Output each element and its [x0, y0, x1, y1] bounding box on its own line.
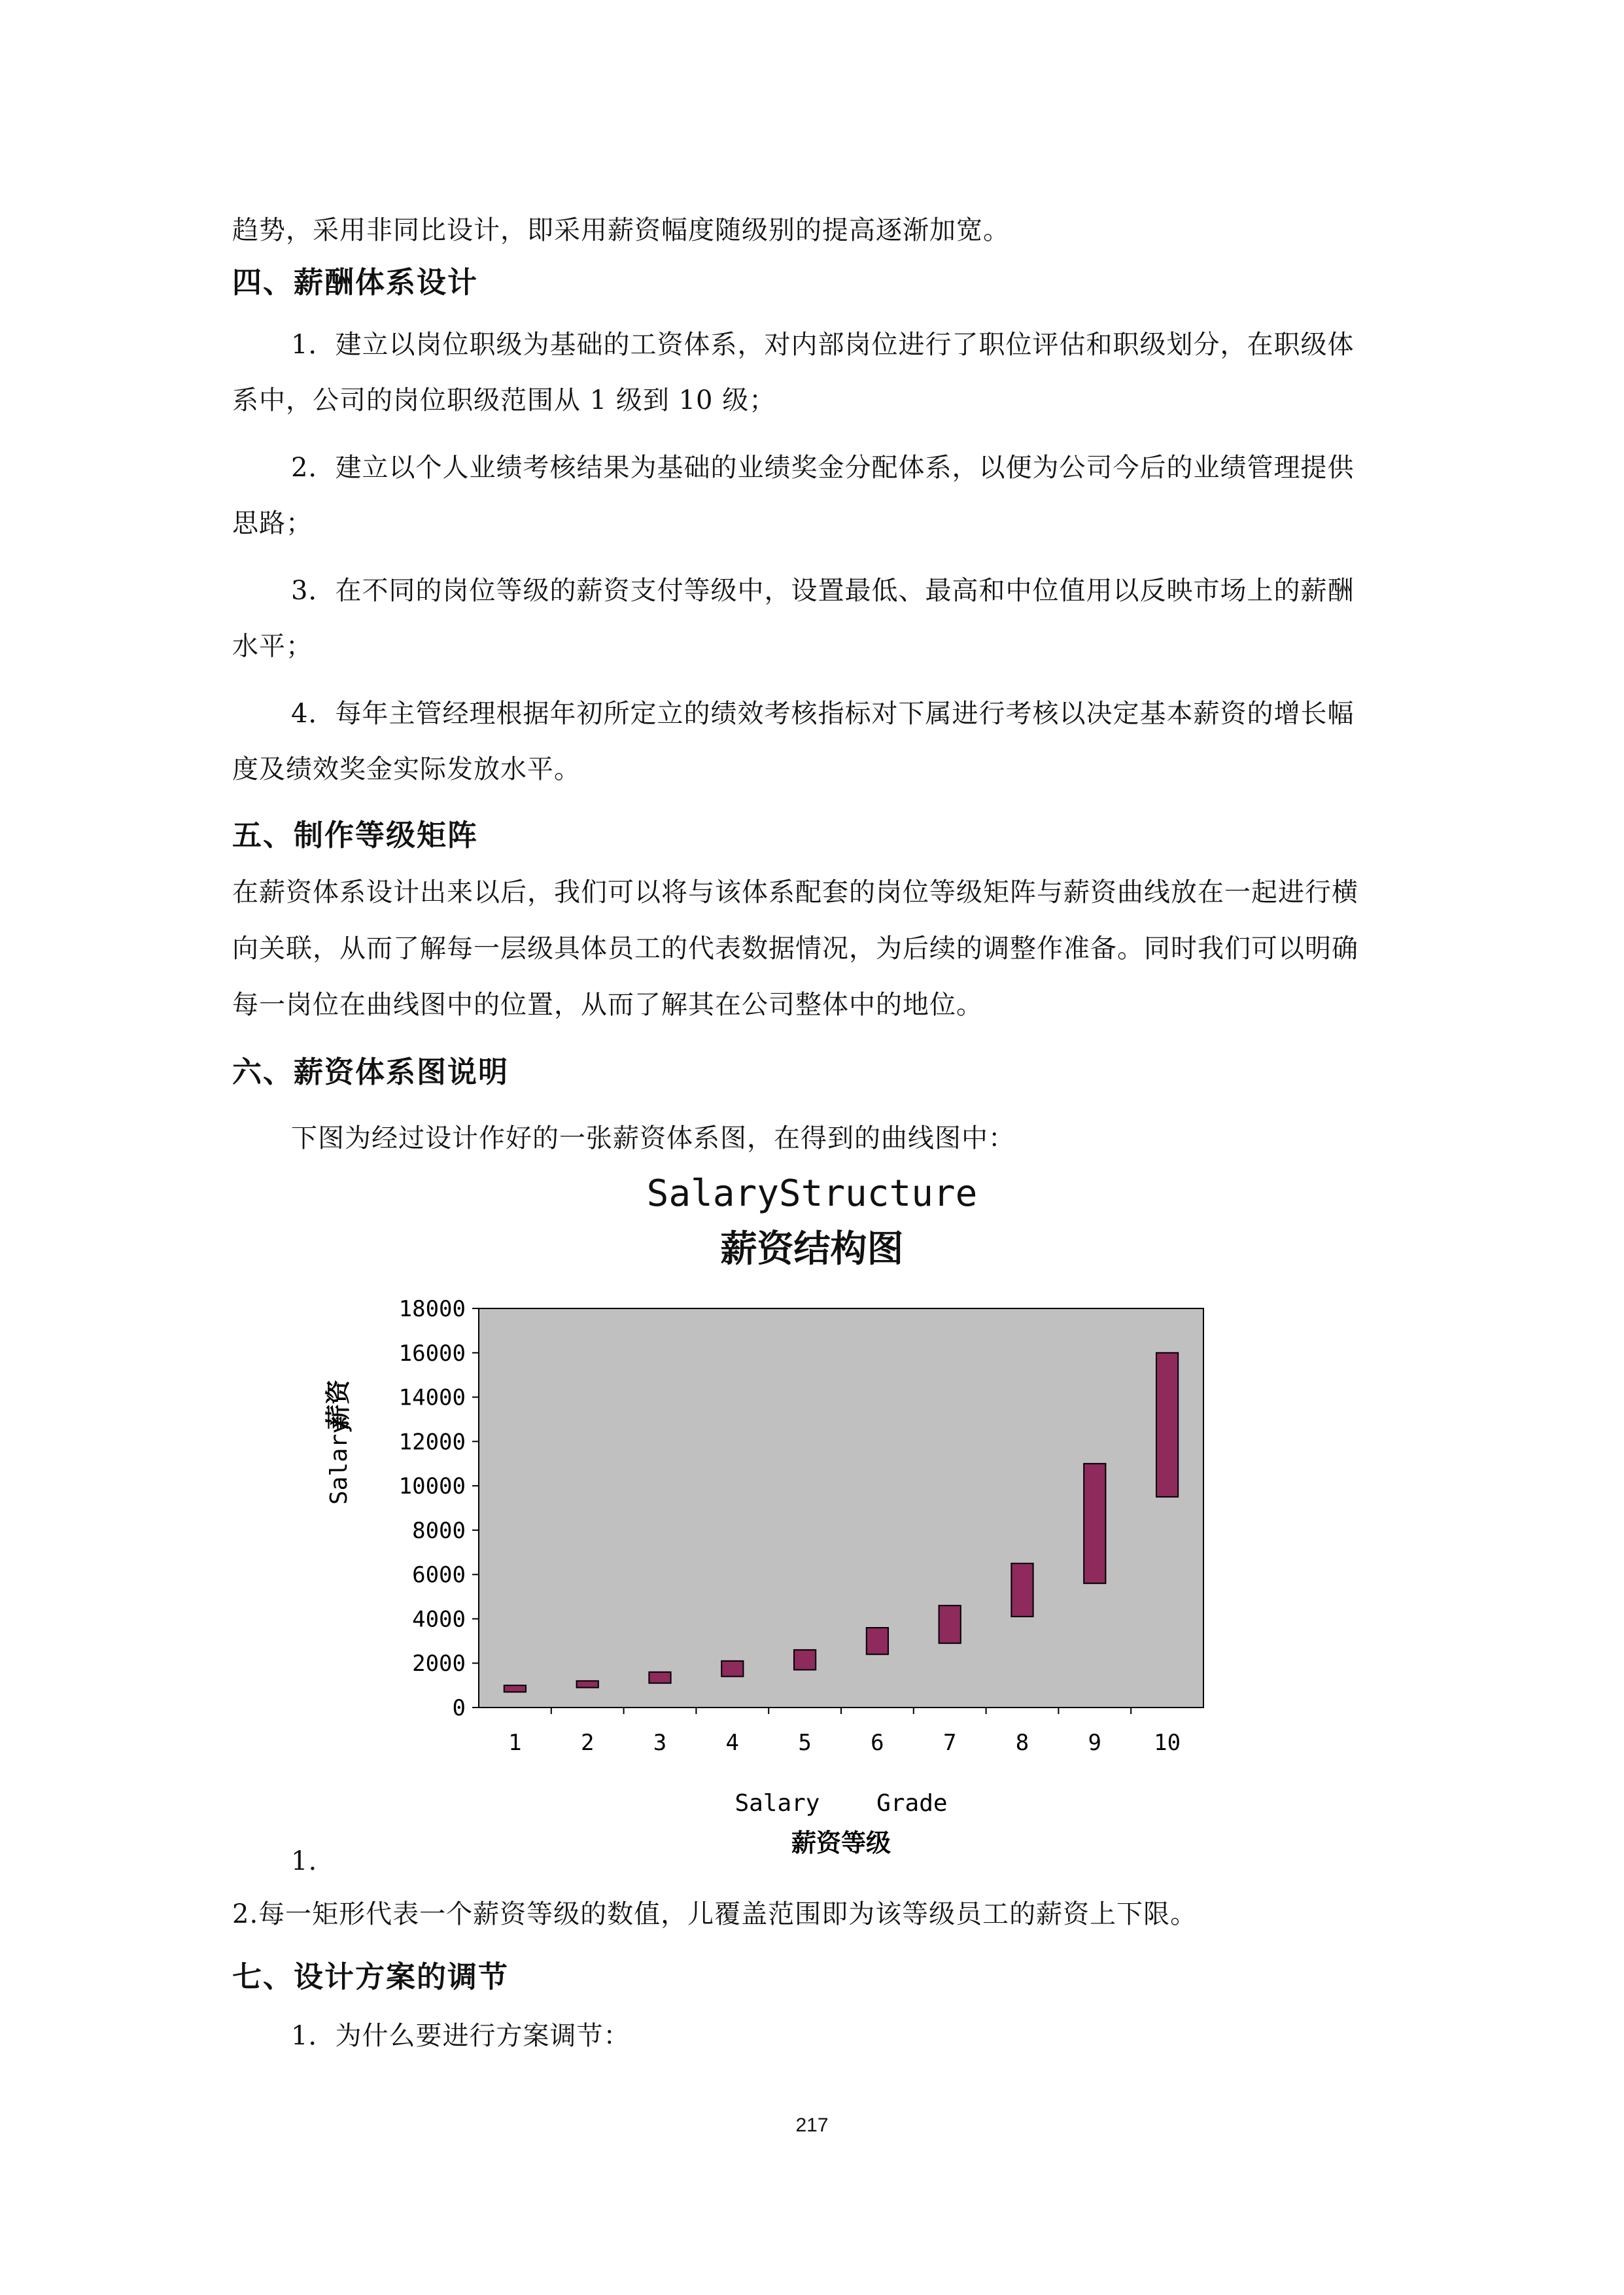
x-tick-label: 9 — [1088, 1730, 1102, 1756]
y-tick-label: 4000 — [412, 1606, 466, 1633]
y-tick-label: 2000 — [412, 1651, 466, 1677]
y-tick-label: 16000 — [398, 1340, 466, 1367]
list-item-1-line-2: 系中，公司的岗位职级范围从 1 级到 10 级； — [232, 385, 776, 415]
y-tick-label: 0 — [452, 1695, 466, 1721]
x-axis-label-en: Salary Grade — [734, 1790, 948, 1817]
y-tick-label: 12000 — [398, 1429, 466, 1456]
paragraph-line: 在薪资体系设计出来以后，我们可以将与该体系配套的岗位等级矩阵与薪资曲线放在一起进行横 — [232, 877, 1358, 907]
x-tick-label: 10 — [1154, 1730, 1181, 1756]
x-tick-label: 8 — [1015, 1730, 1029, 1756]
x-tick-label: 1 — [508, 1730, 522, 1756]
y-tick-label: 8000 — [412, 1517, 466, 1544]
y-axis-label-en: Salary — [326, 1420, 353, 1505]
list-item-2-line-2: 思路； — [232, 508, 313, 538]
y-tick-label: 18000 — [398, 1296, 466, 1322]
x-tick-label: 5 — [798, 1730, 812, 1756]
salary-range-bar-grade-8 — [1011, 1564, 1033, 1617]
salary-range-bar-grade-6 — [867, 1628, 888, 1655]
chart-subtitle: 薪资结构图 — [720, 1228, 904, 1270]
note-item-1: 1. — [291, 1846, 318, 1876]
salary-structure-chart — [324, 1282, 1243, 1884]
paragraph-line: 每一岗位在曲线图中的位置，从而了解其在公司整体中的地位。 — [232, 990, 983, 1020]
y-tick-label: 14000 — [398, 1384, 466, 1411]
y-axis-ticks — [399, 1296, 479, 1721]
salary-range-bar-grade-1 — [504, 1685, 526, 1692]
salary-range-bar-grade-9 — [1084, 1463, 1105, 1583]
x-axis-ticks — [508, 1708, 1181, 1756]
list-item-1: 1．为什么要进行方案调节： — [291, 2021, 631, 2051]
note-item-2: 2.每一矩形代表一个薪资等级的数值，儿覆盖范围即为该等级员工的薪资上下限。 — [232, 1899, 1198, 1929]
salary-range-bar-grade-4 — [721, 1661, 743, 1677]
y-axis-label-zh: 薪资 — [324, 1379, 353, 1429]
page-number: 217 — [795, 2114, 829, 2136]
salary-range-bar-grade-2 — [577, 1681, 598, 1687]
list-item-4-line-1: 4．每年主管经理根据年初所定立的绩效考核指标对下属进行考核以决定基本薪资的增长幅 — [291, 699, 1355, 729]
list-item-4-line-2: 度及绩效奖金实际发放水平。 — [232, 754, 581, 784]
x-tick-label: 3 — [653, 1730, 667, 1756]
y-tick-label: 10000 — [398, 1473, 466, 1500]
section-heading-6: 六、薪资体系图说明 — [232, 1055, 510, 1089]
x-tick-label: 6 — [871, 1730, 884, 1756]
paragraph-line: 趋势，采用非同比设计，即采用薪资幅度随级别的提高逐渐加宽。 — [232, 215, 1010, 245]
section-heading-7: 七、设计方案的调节 — [232, 1959, 510, 1994]
chart-title: SalaryStructure — [646, 1172, 978, 1215]
y-tick-label: 6000 — [412, 1562, 466, 1588]
salary-range-bar-grade-5 — [794, 1650, 816, 1670]
chart-intro: 下图为经过设计作好的一张薪资体系图，在得到的曲线图中： — [291, 1123, 1015, 1153]
salary-range-bar-grade-3 — [649, 1672, 670, 1683]
paragraph-line: 向关联，从而了解每一层级具体员工的代表数据情况，为后续的调整作准备。同时我们可以明确 — [232, 934, 1358, 964]
section-heading-4: 四、薪酬体系设计 — [232, 265, 479, 300]
section-heading-5: 五、制作等级矩阵 — [232, 818, 479, 852]
list-item-3-line-1: 3．在不同的岗位等级的薪资支付等级中，设置最低、最高和中位值用以反映市场上的薪酬 — [291, 576, 1355, 606]
list-item-3-line-2: 水平； — [232, 631, 313, 661]
x-tick-label: 7 — [942, 1730, 957, 1756]
list-item-2-line-1: 2．建立以个人业绩考核结果为基础的业绩奖金分配体系，以便为公司今后的业绩管理提供 — [291, 453, 1355, 483]
x-axis-label-zh: 薪资等级 — [791, 1829, 891, 1857]
salary-range-bar-grade-10 — [1156, 1353, 1178, 1497]
x-tick-label: 2 — [580, 1730, 595, 1756]
x-tick-label: 4 — [725, 1730, 740, 1756]
salary-range-bar-grade-7 — [939, 1605, 961, 1643]
list-item-1-line-1: 1．建立以岗位职级为基础的工资体系，对内部岗位进行了职位评估和职级划分，在职级体 — [291, 330, 1355, 360]
